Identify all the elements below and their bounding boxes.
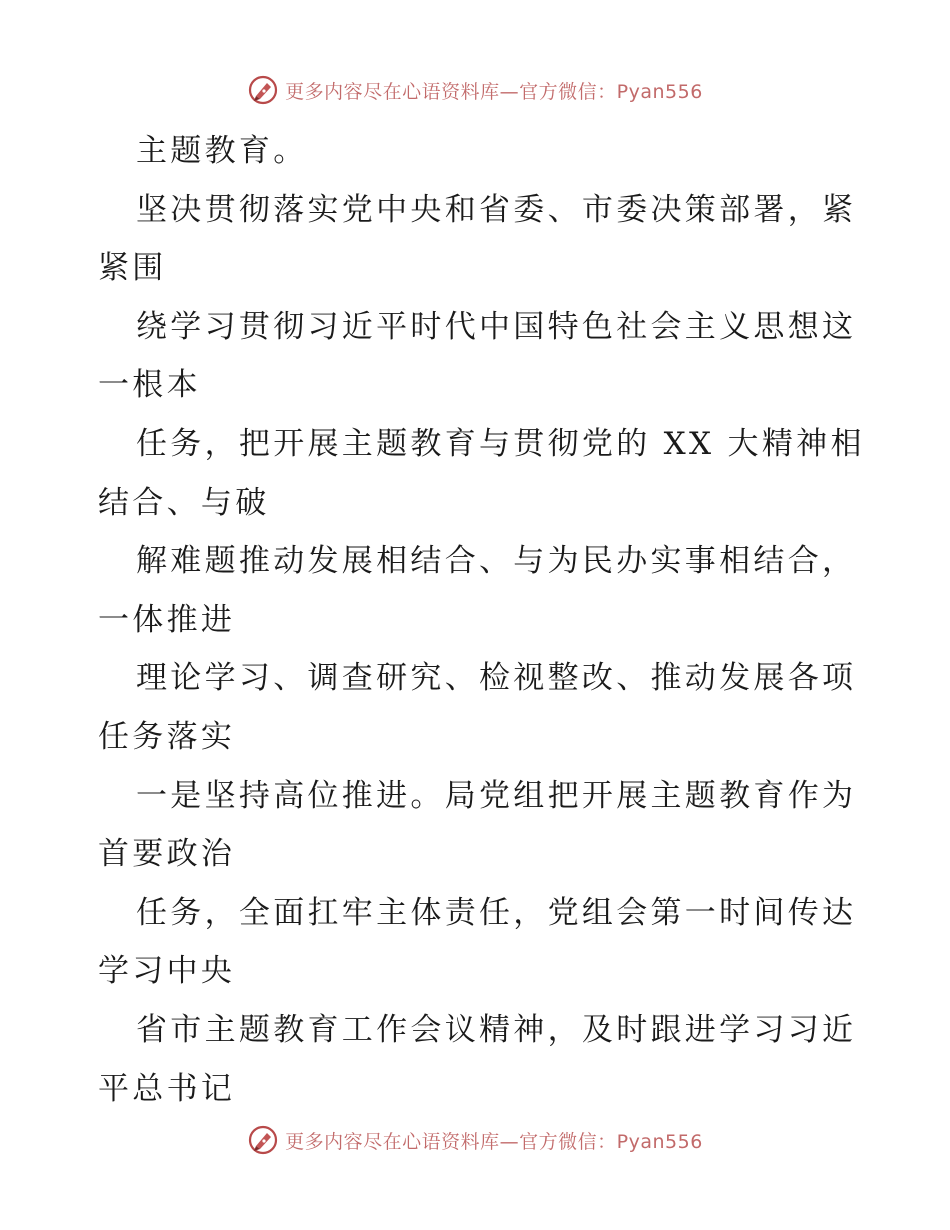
header-banner xyxy=(0,70,950,110)
body-line: 省市主题教育工作会议精神，及时跟进学习习近 xyxy=(136,1011,857,1048)
footer-banner-text: 更多内容尽在心语资料库—官方微信：Pyan556 xyxy=(285,1130,703,1153)
body-line: 理论学习、调查研究、检视整改、推动发展各项 xyxy=(136,660,857,697)
pen-logo-icon xyxy=(247,74,279,106)
body-line: 首要政治 xyxy=(98,836,236,873)
pen-logo-icon xyxy=(247,1124,279,1156)
body-line: 平总书记 xyxy=(98,1070,236,1107)
body-line: 坚决贯彻落实党中央和省委、市委决策部署，紧 xyxy=(136,191,857,228)
body-line: 绕学习贯彻习近平时代中国特色社会主义思想这 xyxy=(136,308,857,345)
body-line: 任务，把开展主题教育与贯彻党的 XX 大精神相 xyxy=(136,425,865,462)
document-body xyxy=(98,122,865,1118)
body-line: 解难题推动发展相结合、与为民办实事相结合， xyxy=(136,543,857,580)
body-line: 任务，全面扛牢主体责任，党组会第一时间传达 xyxy=(136,894,857,931)
header-banner-text: 更多内容尽在心语资料库—官方微信：Pyan556 xyxy=(285,80,703,103)
body-line: 一是坚持高位推进。局党组把开展主题教育作为 xyxy=(136,777,857,814)
footer-banner xyxy=(0,1120,950,1160)
body-line: 紧围 xyxy=(98,250,167,287)
body-line: 一体推进 xyxy=(98,601,236,638)
body-line: 主题教育。 xyxy=(136,133,308,169)
body-line: 一根本 xyxy=(98,367,201,404)
body-line: 结合、与破 xyxy=(98,484,270,521)
body-line: 学习中央 xyxy=(98,953,236,990)
body-line: 任务落实 xyxy=(98,718,236,755)
